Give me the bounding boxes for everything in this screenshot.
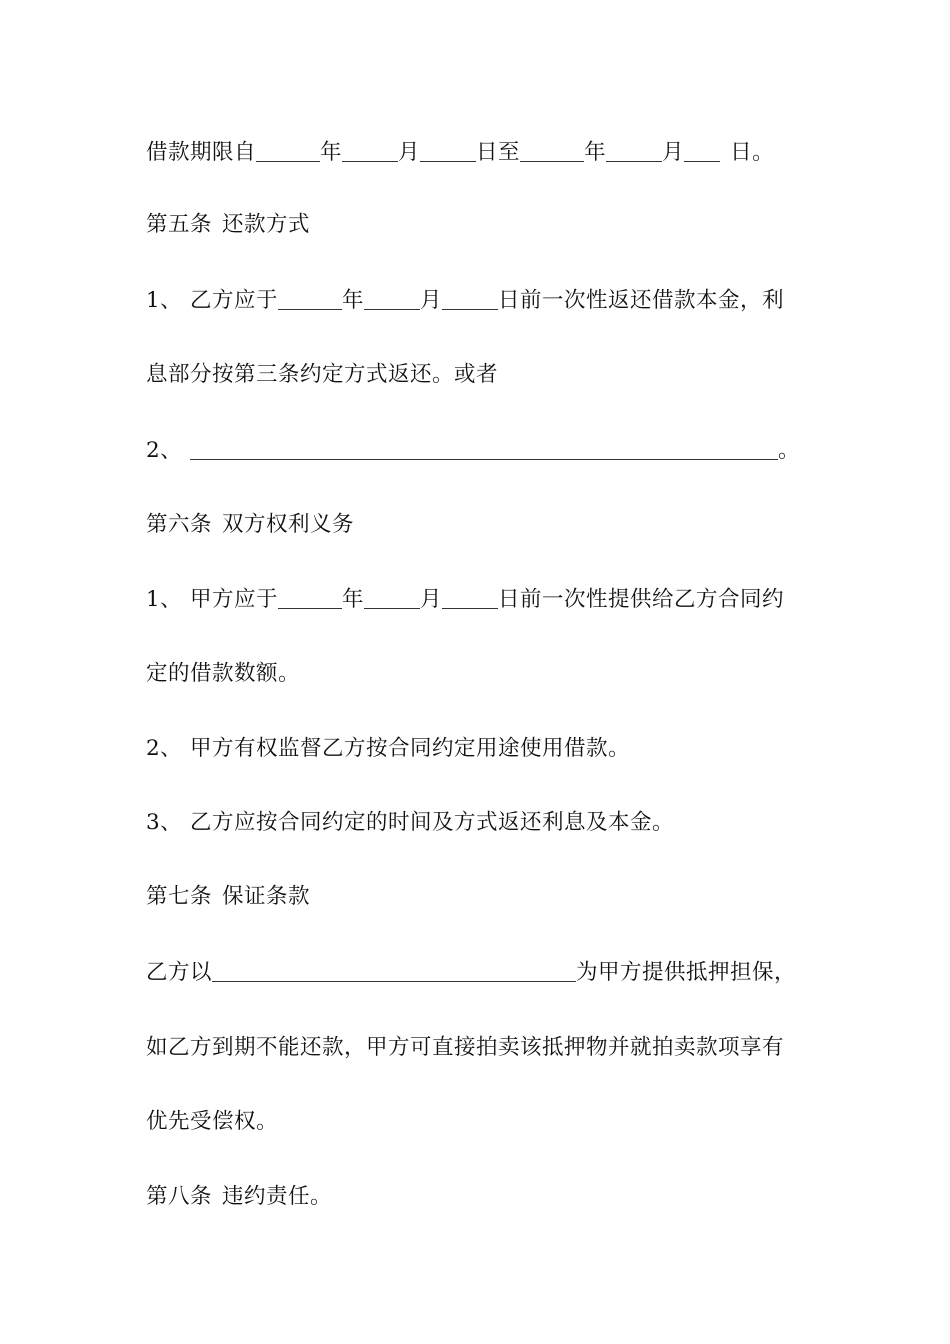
clause-5-2 xyxy=(146,434,806,468)
clause-number: 2、 xyxy=(146,438,183,463)
article-number: 第七条 xyxy=(146,884,213,909)
article-number: 第八条 xyxy=(146,1184,213,1209)
clause-text: 日前一次性提供给乙方合同约 xyxy=(498,587,785,612)
clause-5-1 xyxy=(146,284,806,318)
clause-text: 日前一次性返还借款本金，利 xyxy=(498,288,785,313)
loan-term-label: 借款期限自 xyxy=(146,140,257,165)
blank-end-year xyxy=(520,139,584,162)
clause-text: 乙方应按合同约定的时间及方式返还利息及本金。 xyxy=(190,810,675,835)
clause-7 xyxy=(146,956,806,990)
blank-day xyxy=(442,586,498,609)
blank-month xyxy=(364,287,420,310)
month-label: 月 xyxy=(420,288,443,313)
blank-month xyxy=(364,586,420,609)
clause-text: 优先受偿权。 xyxy=(146,1109,279,1134)
blank-year xyxy=(278,287,342,310)
clause-6-3 xyxy=(146,806,806,840)
article-number: 第五条 xyxy=(146,212,213,237)
clause-text: 息部分按第三条约定方式返还。或者 xyxy=(146,362,499,387)
blank-year xyxy=(278,586,342,609)
year-label: 年 xyxy=(584,140,607,165)
month-label: 月 xyxy=(420,587,443,612)
day-to-label: 日至 xyxy=(476,140,521,165)
blank-end-month xyxy=(606,139,662,162)
year-label: 年 xyxy=(342,587,365,612)
month-label: 月 xyxy=(662,140,685,165)
clause-7-continued-2 xyxy=(146,1105,806,1139)
clause-text: 如乙方到期不能还款，甲方可直接拍卖该抵押物并就拍卖款项享有 xyxy=(146,1035,785,1060)
article-title: 保证条款 xyxy=(222,884,311,909)
clause-text: 甲方应于 xyxy=(190,587,279,612)
year-label: 年 xyxy=(320,140,343,165)
day-label: 日。 xyxy=(730,140,775,165)
article-title: 违约责任。 xyxy=(222,1184,333,1209)
clause-text: 乙方以 xyxy=(146,960,213,985)
year-label: 年 xyxy=(342,288,365,313)
article-5-heading xyxy=(146,208,806,242)
blank-start-day xyxy=(420,139,476,162)
blank-repayment-method xyxy=(190,437,778,460)
article-7-heading xyxy=(146,880,806,914)
blank-start-month xyxy=(342,139,398,162)
clause-number: 1、 xyxy=(146,587,183,612)
month-label: 月 xyxy=(398,140,421,165)
clause-6-1 xyxy=(146,583,806,617)
clause-number: 3、 xyxy=(146,810,183,835)
blank-day xyxy=(442,287,498,310)
blank-start-year xyxy=(256,139,320,162)
clause-text: 乙方应于 xyxy=(190,288,279,313)
article-title: 还款方式 xyxy=(222,212,311,237)
loan-term-line xyxy=(146,136,806,170)
blank-collateral xyxy=(212,959,576,982)
clause-number: 2、 xyxy=(146,736,183,761)
article-title: 双方权利义务 xyxy=(222,512,355,537)
clause-text: 定的借款数额。 xyxy=(146,661,301,686)
clause-6-1-continued xyxy=(146,657,806,691)
article-number: 第六条 xyxy=(146,512,213,537)
clause-number: 1、 xyxy=(146,288,183,313)
article-6-heading xyxy=(146,508,806,542)
clause-6-2 xyxy=(146,732,806,766)
clause-5-1-continued xyxy=(146,358,806,392)
clause-7-continued-1 xyxy=(146,1031,806,1065)
article-8-heading xyxy=(146,1180,806,1214)
clause-end: 。 xyxy=(778,438,801,463)
blank-end-day xyxy=(684,139,720,162)
clause-text: 甲方有权监督乙方按合同约定用途使用借款。 xyxy=(190,736,631,761)
clause-text: 为甲方提供抵押担保， xyxy=(576,960,797,985)
